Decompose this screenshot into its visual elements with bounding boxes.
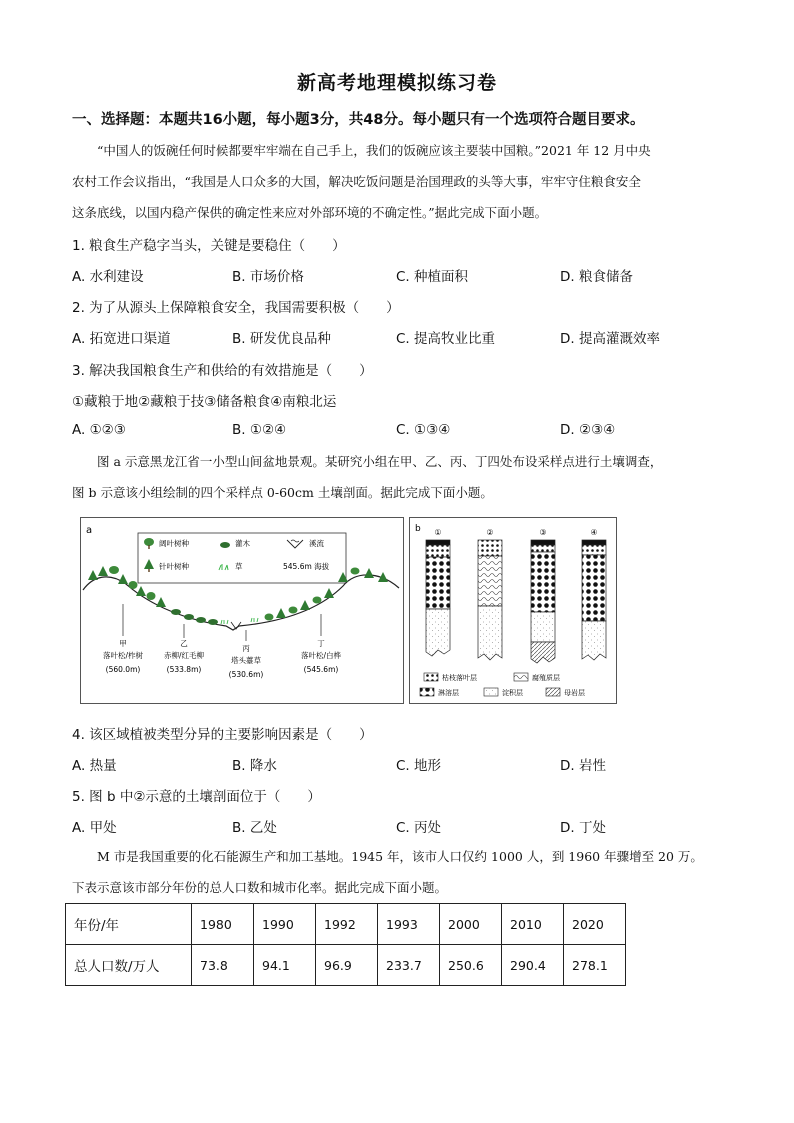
table-year-cell: 1980 [192,904,254,945]
table-value-cell: 73.8 [192,945,254,986]
profile-number: ① [434,528,442,537]
soil-profile-2 [478,540,502,660]
intro-line: 图 b 示意该小组绘制的四个采样点 0-60cm 土壤剖面。据此完成下面小题。 [72,485,493,500]
option-b[interactable]: B. 乙处 [232,820,277,836]
site-altitude: (545.6m) [303,665,339,674]
site-altitude: (560.0m) [105,665,141,674]
question-5-stem: 5. 图 b 中②示意的土壤剖面位于（ ） [72,789,321,805]
legend-broadleaf-label: 阔叶树种 [159,539,189,548]
question-3-items: ①藏粮于地②藏粮于技③储备粮食④南粮北运 [72,394,337,410]
legend-parent-label: 母岩层 [564,689,585,697]
table-year-cell: 1992 [316,904,378,945]
option-a[interactable]: A. 热量 [72,758,117,774]
option-a[interactable]: A. 甲处 [72,820,117,836]
intro-line: “中国人的饭碗任何时候都要牢牢端在自己手上，我们的饭碗应该主要装中国粮。”2021 年 12 月中央 [97,143,651,158]
intro-line: M 市是我国重要的化石能源生产和加工基地。1945 年，该市人口仅约 1000 人，到 1960 年骤增至 20 万。 [97,849,703,864]
profile-number: ② [486,528,494,537]
soil-profile-3 [531,540,555,663]
section-heading: 一、选择题：本题共16小题，每小题3分，共48分。每小题只有一个选项符合题目要求。 [72,112,645,128]
intro-paragraph-2 [72,446,722,508]
option-a[interactable]: A. ①②③ [72,422,126,438]
intro-paragraph-3 [72,841,722,903]
grass-group [221,618,258,624]
figure-a [80,517,404,704]
option-a[interactable]: A. 拓宽进口渠道 [72,331,171,347]
option-d[interactable]: D. 粮食储备 [560,269,633,285]
option-c[interactable]: C. 种植面积 [396,269,469,285]
question-3-stem: 3. 解决我国粮食生产和供给的有效措施是（ ） [72,363,373,379]
option-c[interactable]: C. 地形 [396,758,442,774]
table-value-cell: 290.4 [502,945,564,986]
intro-line: 农村工作会议指出，“我国是人口众多的大国，解决吃饭问题是治国理政的头等大事，牢牢守住粮食安全 [72,174,641,189]
legend-litter-label: 枯枝落叶层 [442,674,477,682]
table-row-label: 总人口数/万人 [66,945,192,986]
table-value-cell: 278.1 [564,945,626,986]
table-value-cell: 250.6 [440,945,502,986]
table-year-cell: 2000 [440,904,502,945]
option-d[interactable]: D. 丁处 [560,820,606,836]
option-b[interactable]: B. 研发优良品种 [232,331,331,347]
table-year-cell: 1990 [254,904,316,945]
table-row [66,904,626,945]
population-table [65,903,626,986]
intro-line: 这条底线，以国内稳产保供的确定性来应对外部环境的不确定性。”据此完成下面小题。 [72,205,548,220]
table-value-cell: 94.1 [254,945,316,986]
option-c[interactable]: C. 提高牧业比重 [396,331,496,347]
shrub-icon [220,542,230,548]
table-year-cell: 1993 [378,904,440,945]
site-vegetation: 赤柳/红毛柳 [163,651,205,660]
table-row [66,945,626,986]
figure-b-label: b [415,524,421,534]
legend-conifer-label: 针叶树种 [159,562,189,571]
table-value-cell: 96.9 [316,945,378,986]
site-vegetation: 落叶松/柞树 [102,651,144,660]
legend-leach-swatch [420,688,434,696]
figure-b [409,517,617,704]
page-title: 新高考地理模拟练习卷 [296,72,497,94]
profile-number: ③ [539,528,547,537]
option-a[interactable]: A. 水利建设 [72,269,144,285]
legend-grass-label: 草 [235,562,243,571]
option-c[interactable]: C. ①③④ [396,422,451,438]
option-d[interactable]: D. 提高灌溉效率 [560,331,660,347]
profile-number: ④ [590,528,598,537]
intro-paragraph-1 [72,135,722,228]
legend-humus-swatch [514,673,528,681]
shrub-group [171,609,218,625]
legend-altitude-label: 545.6m 海拔 [283,562,330,571]
option-c[interactable]: C. 丙处 [396,820,442,836]
question-1-stem: 1. 粮食生产稳字当头，关键是要稳住（ ） [72,238,346,254]
site-vegetation: 落叶松/白桦 [300,651,342,660]
legend-deposit-swatch [484,688,498,696]
legend-humus-label: 腐殖质层 [532,674,560,682]
intro-line: 下表示意该市部分年份的总人口数和城市化率。据此完成下面小题。 [72,880,448,895]
question-4-stem: 4. 该区域植被类型分异的主要影响因素是（ ） [72,727,373,743]
site-name: 乙 [180,639,188,648]
option-d[interactable]: D. ②③④ [560,422,616,438]
option-d[interactable]: D. 岩性 [560,758,606,774]
legend-stream-label: 溪流 [309,539,324,548]
question-2-stem: 2. 为了从源头上保障粮食安全，我国需要积极（ ） [72,300,400,316]
figure-b-drawing [410,518,616,703]
figure-a-label: a [86,525,93,536]
site-name: 丁 [317,639,325,648]
legend-shrub-label: 灌木 [235,539,250,548]
table-year-cell: 2020 [564,904,626,945]
table-year-cell: 2010 [502,904,564,945]
table-value-cell: 233.7 [378,945,440,986]
legend-deposit-label: 淀积层 [502,689,523,697]
legend-parent-swatch [546,688,560,696]
intro-line: 图 a 示意黑龙江省一小型山间盆地景观。某研究小组在甲、乙、丙、丁四处布设采样点进行土壤调查， [97,454,663,469]
site-altitude: (530.6m) [228,670,264,679]
site-vegetation: 塔头薹草 [231,656,261,665]
soil-profile-1 [426,540,450,656]
site-name: 甲 [119,639,127,648]
site-name: 丙 [242,644,250,653]
option-b[interactable]: B. ①②④ [232,422,287,438]
site-altitude: (533.8m) [166,665,202,674]
soil-profile-4 [582,540,606,660]
option-b[interactable]: B. 市场价格 [232,269,304,285]
legend-litter-swatch [424,673,438,681]
option-b[interactable]: B. 降水 [232,758,277,774]
legend-leach-label: 淋溶层 [438,689,459,697]
table-header-cell: 年份/年 [66,904,192,945]
figure-a-drawing [81,518,403,703]
